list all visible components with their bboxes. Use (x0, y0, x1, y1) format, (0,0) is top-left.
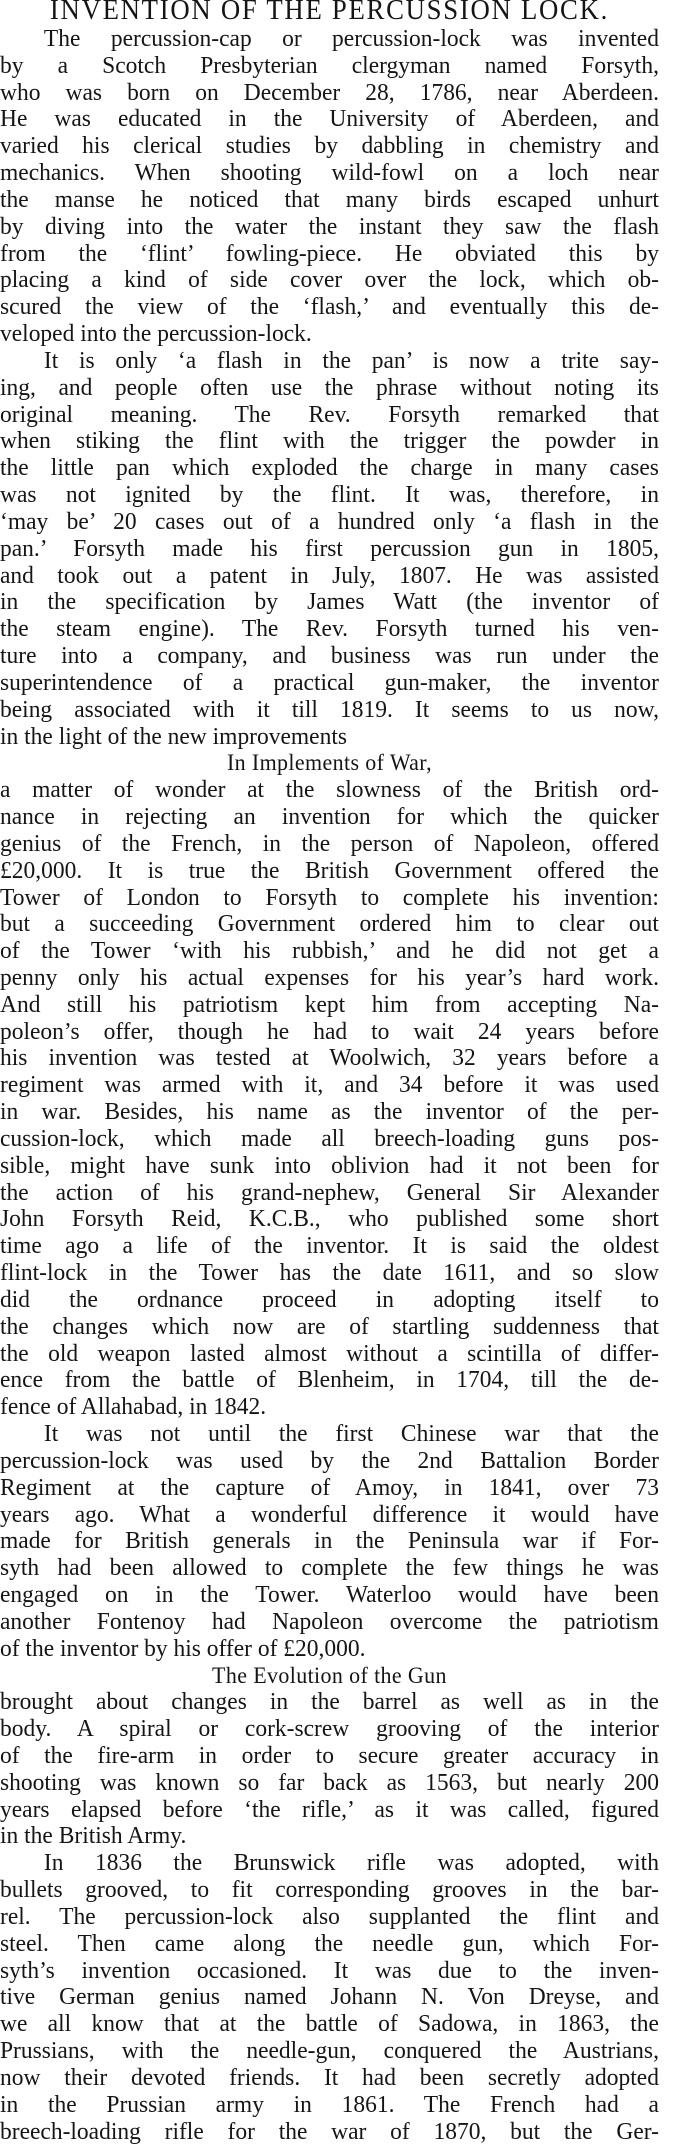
text-line: the manse he noticed that many birds escaped unhurt (0, 186, 659, 213)
text-line: from the ‘flint’ fowling-piece. He obviated this by (0, 240, 659, 267)
section-heading: In Implements of War, (226, 750, 433, 776)
text-line: genius of the French, in the person of Napoleon, offered (0, 830, 659, 857)
text-line: tive German genius named Johann N. Von Dreyse, and (0, 1984, 659, 2011)
text-line: ence from the battle of Blenheim, in 1704, till the de- (0, 1367, 659, 1394)
text-line: in the British Army. (0, 1823, 187, 1850)
text-line: John Forsyth Reid, K.C.B., who published some short (0, 1206, 659, 1233)
text-line: made for British generals in the Peninsula war if For- (0, 1528, 659, 1555)
text-line: years ago. What a wonderful difference it would have (0, 1501, 659, 1528)
text-line: penny only his actual expenses for his year’s hard work. (0, 964, 659, 991)
text-line: fence of Allahabad, in 1842. (0, 1394, 267, 1421)
text-line: And still his patriotism kept him from accepting Na- (0, 991, 659, 1018)
text-line: being associated with it till 1819. It seems to us now, (0, 696, 659, 723)
text-line: original meaning. The Rev. Forsyth remarked that (0, 401, 659, 428)
text-line: pan.’ Forsyth made his first percussion gun in 1805, (0, 535, 659, 562)
text-line: of the fire-arm in order to secure greater accuracy in (0, 1743, 659, 1769)
text-line: ing, and people often use the phrase without noting its (0, 374, 659, 401)
text-line: another Fontenoy had Napoleon overcome the patriotism (0, 1608, 659, 1635)
text-line: brought about changes in the barrel as well as in the (0, 1689, 659, 1716)
text-line: did the ordnance proceed in adopting itself to (0, 1286, 659, 1313)
text-line: in the light of the new improvements (0, 723, 348, 750)
text-line: Prussians, with the needle-gun, conquered the Austrians, (0, 2038, 659, 2065)
text-line: It is only ‘a flash in the pan’ is now a trite say- (43, 347, 659, 374)
text-line: sible, might have sunk into oblivion had it not been for (0, 1152, 659, 1179)
text-line: when stiking the flint with the trigger the powder in (0, 428, 659, 455)
text-line: ture into a company, and business was run under the (0, 643, 659, 670)
text-line: the old weapon lasted almost without a scintilla of differ- (0, 1340, 659, 1367)
text-line: a matter of wonder at the slowness of the British ord- (0, 777, 659, 804)
text-line: but a succeeding Government ordered him to clear out (0, 911, 659, 938)
article-body (0, 26, 659, 2145)
text-line: steel. Then came along the needle gun, which For- (0, 1930, 659, 1957)
text-line: In 1836 the Brunswick rifle was adopted, with (43, 1850, 659, 1877)
text-line: in war. Besides, his name as the inventor of the per- (0, 1099, 659, 1126)
text-line: the changes which now are of startling suddenness that (0, 1313, 659, 1340)
text-line: rel. The percussion-lock also supplanted the flint and (0, 1903, 659, 1930)
text-line: by diving into the water the instant they saw the flash (0, 213, 659, 240)
text-line: Regiment at the capture of Amoy, in 1841, over 73 (0, 1474, 659, 1501)
text-line: of the Tower ‘with his rubbish,’ and he did not get a (0, 938, 659, 965)
text-line: £20,000. It is true the British Government offered the (0, 857, 659, 884)
text-line: time ago a life of the inventor. It is said the oldest (0, 1233, 659, 1260)
text-line: was not ignited by the flint. It was, therefore, in (0, 482, 659, 509)
text-line: mechanics. When shooting wild-fowl on a loch near (0, 160, 659, 187)
text-line: It was not until the first Chinese war that the (43, 1421, 659, 1448)
text-line: breech-loading rifle for the war of 1870, but the Ger- (0, 2118, 659, 2145)
text-line: the steam engine). The Rev. Forsyth turned his ven- (0, 616, 659, 643)
text-line: regiment was armed with it, and 34 before it was used (0, 1072, 659, 1099)
text-line: body. A spiral or cork-screw grooving of the interior (0, 1716, 659, 1743)
text-line: we all know that at the battle of Sadowa, in 1863, the (0, 2011, 659, 2038)
article-title: INVENTION OF THE PERCUSSION LOCK. (49, 0, 610, 26)
text-line: years elapsed before ‘the rifle,’ as it was called, figured (0, 1796, 659, 1823)
text-line: the action of his grand-nephew, General Sir Alexander (0, 1179, 659, 1206)
text-line: varied his clerical studies by dabbling in chemistry and (0, 133, 659, 160)
text-line: percussion-lock was used by the 2nd Battalion Border (0, 1447, 659, 1474)
text-line: placing a kind of side cover over the lock, which ob- (0, 267, 659, 294)
text-line: in the specification by James Watt (the inventor of (0, 589, 659, 616)
text-line: cussion-lock, which made all breech-loading guns pos- (0, 1125, 659, 1152)
text-line: veloped into the percussion-lock. (0, 321, 312, 348)
text-line: He was educated in the University of Aberdeen, and (0, 106, 659, 133)
text-line: superintendence of a practical gun-maker, the inventor (0, 669, 659, 696)
text-line: of the inventor by his offer of £20,000. (0, 1635, 366, 1662)
text-line: in the Prussian army in 1861. The French had a (0, 2091, 659, 2118)
text-line: The percussion-cap or percussion-lock was invented (43, 26, 659, 52)
text-line: syth had been allowed to complete the few things he was (0, 1555, 659, 1582)
text-line: Tower of London to Forsyth to complete his invention: (0, 884, 659, 911)
text-line: who was born on December 28, 1786, near Aberdeen. (0, 79, 659, 106)
text-line: scured the view of the ‘flash,’ and eventually this de- (0, 294, 659, 321)
text-line: poleon’s offer, though he had to wait 24 years before (0, 1018, 659, 1045)
text-line: and took out a patent in July, 1807. He was assisted (0, 562, 659, 589)
text-line: syth’s invention occasioned. It was due to the inven- (0, 1957, 659, 1984)
text-line: engaged on in the Tower. Waterloo would have been (0, 1582, 659, 1609)
text-line: shooting was known so far back as 1563, but nearly 200 (0, 1769, 659, 1796)
text-line: ‘may be’ 20 cases out of a hundred only ‘a flash in the (0, 508, 659, 535)
text-line: by a Scotch Presbyterian clergyman named Forsyth, (0, 52, 659, 79)
text-line: nance in rejecting an invention for which the quicker (0, 804, 659, 831)
text-line: flint-lock in the Tower has the date 1611, and so slow (0, 1260, 659, 1287)
text-line: the little pan which exploded the charge in many cases (0, 455, 659, 482)
text-line: bullets grooved, to fit corresponding grooves in the bar- (0, 1877, 659, 1904)
text-line: now their devoted friends. It had been secretly adopted (0, 2064, 659, 2091)
text-line: his invention was tested at Woolwich, 32 years before a (0, 1045, 659, 1072)
section-heading: The Evolution of the Gun (212, 1662, 447, 1688)
